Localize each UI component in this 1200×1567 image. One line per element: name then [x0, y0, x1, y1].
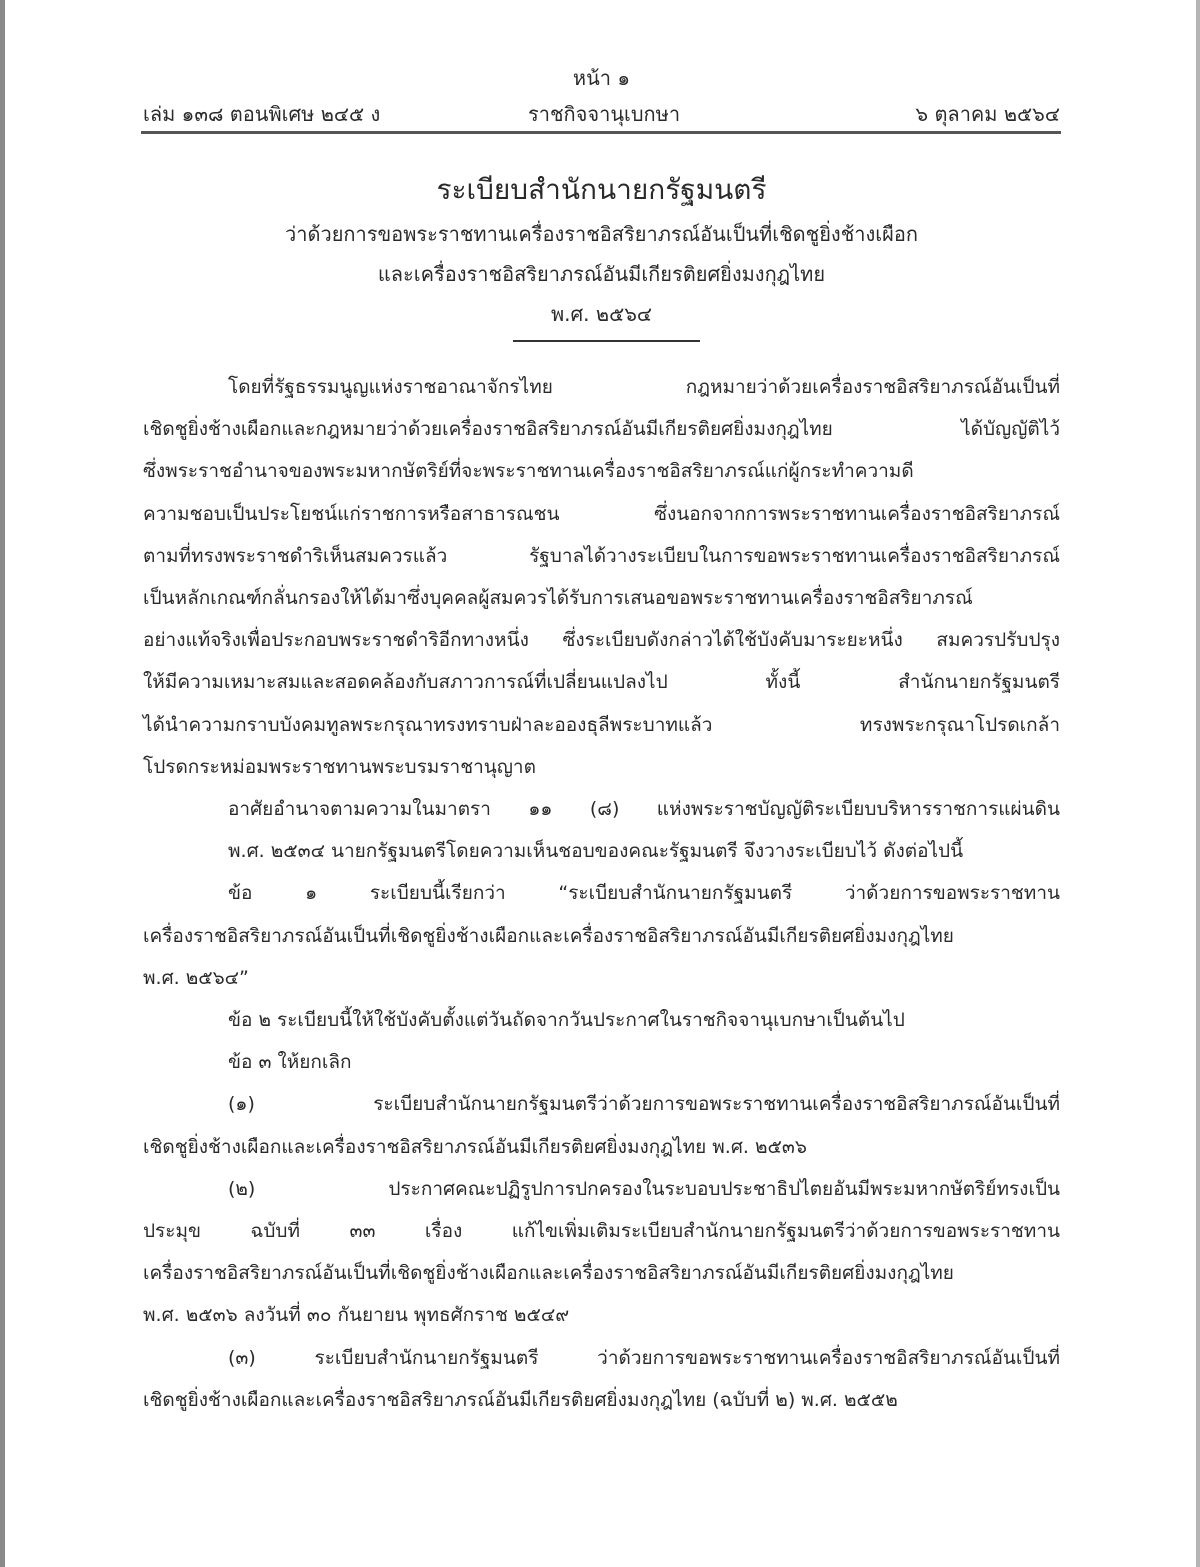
body-line: ให้มีความเหมาะสมและสอดคล้องกับสภาวการณ์ที่เปลี่ยนแปลงไป ทั้งนี้ สำนักนายกรัฐมนตรี	[143, 671, 1060, 694]
body-line: ข้อ ๒ ระเบียบนี้ให้ใช้บังคับตั้งแต่วันถัดจากวันประกาศในราชกิจจานุเบกษาเป็นต้นไป	[228, 1009, 905, 1031]
subtitle-line-2: และเครื่องราชอิสริยาภรณ์อันมีเกียรติยศยิ่งมงกุฎไทย	[377, 262, 826, 286]
viewer-right-edge	[1196, 0, 1200, 1567]
publication-date: ๖ ตุลาคม ๒๕๖๔	[915, 102, 1060, 126]
body-line: (๒) ประกาศคณะปฏิรูปการปกครองในระบอบประชาธิปไตยอันมีพระมหากษัตริย์ทรงเป็น	[228, 1177, 1060, 1200]
body-line: ข้อ ๑ ระเบียบนี้เรียกว่า “ระเบียบสำนักนายกรัฐมนตรี ว่าด้วยการขอพระราชทาน	[228, 882, 1060, 905]
body-line: เชิดชูยิ่งช้างเผือกและกฎหมายว่าด้วยเครื่องราชอิสริยาภรณ์อันมีเกียรติยศยิ่งมงกุฎไทย ได้บัญญัติไว้	[143, 418, 1060, 441]
body-line: (๓) ระเบียบสำนักนายกรัฐมนตรี ว่าด้วยการขอพระราชทานเครื่องราชอิสริยาภรณ์อันเป็นที่	[228, 1346, 1060, 1369]
header-rule	[141, 131, 1061, 134]
title-rule	[513, 340, 700, 342]
body-line: เครื่องราชอิสริยาภรณ์อันเป็นที่เชิดชูยิ่งช้างเผือกและเครื่องราชอิสริยาภรณ์อันมีเกียรติยศยิ่งมงกุฎไทย	[143, 924, 954, 947]
body-line: ตามที่ทรงพระราชดำริเห็นสมควรแล้ว รัฐบาลได้วางระเบียบในการขอพระราชทานเครื่องราชอิสริยาภรณ์	[143, 544, 1060, 567]
body-line: โปรดกระหม่อมพระราชทานพระบรมราชานุญาต	[143, 755, 536, 778]
body-line: โดยที่รัฐธรรมนูญแห่งราชอาณาจักรไทย กฎหมายว่าด้วยเครื่องราชอิสริยาภรณ์อันเป็นที่	[228, 376, 1060, 398]
gazette-name: ราชกิจจานุเบกษา	[528, 102, 681, 126]
body-line: ความชอบเป็นประโยชน์แก่ราชการหรือสาธารณชน ซึ่งนอกจากการพระราชทานเครื่องราชอิสริยาภรณ์	[143, 502, 1060, 525]
subtitle-line-1: ว่าด้วยการขอพระราชทานเครื่องราชอิสริยาภรณ์อันเป็นที่เชิดชูยิ่งช้างเผือก	[285, 222, 918, 246]
body-line: เชิดชูยิ่งช้างเผือกและเครื่องราชอิสริยาภรณ์อันมีเกียรติยศยิ่งมงกุฎไทย (ฉบับที่ ๒) พ.ศ. ๒๕๕๒	[143, 1388, 898, 1411]
body-line: เครื่องราชอิสริยาภรณ์อันเป็นที่เชิดชูยิ่งช้างเผือกและเครื่องราชอิสริยาภรณ์อันมีเกียรติยศยิ่งมงกุฎไทย	[143, 1262, 954, 1285]
body-line: ข้อ ๓ ให้ยกเลิก	[228, 1051, 352, 1074]
body-line: พ.ศ. ๒๕๓๔ นายกรัฐมนตรีโดยความเห็นชอบของคณะรัฐมนตรี จึงวางระเบียบไว้ ดังต่อไปนี้	[228, 840, 964, 863]
document-year: พ.ศ. ๒๕๖๔	[550, 302, 653, 326]
body-line: เชิดชูยิ่งช้างเผือกและเครื่องราชอิสริยาภรณ์อันมีเกียรติยศยิ่งมงกุฎไทย พ.ศ. ๒๕๓๖	[143, 1135, 807, 1158]
body-line: พ.ศ. ๒๕๖๔”	[143, 966, 249, 989]
page-number: หน้า ๑	[572, 66, 631, 90]
body-line: ซึ่งพระราชอำนาจของพระมหากษัตริย์ที่จะพระราชทานเครื่องราชอิสริยาภรณ์แก่ผู้กระทำความดี	[143, 460, 914, 483]
gazette-header	[143, 98, 1060, 126]
body-line: อย่างแท้จริงเพื่อประกอบพระราชดำริอีกทางหนึ่ง ซึ่งระเบียบดังกล่าวได้ใช้บังคับมาระยะหนึ่ง สมควรปรับปรุง	[143, 629, 1060, 652]
document-title: ระเบียบสำนักนายกรัฐมนตรี	[436, 173, 767, 206]
body-line: เป็นหลักเกณฑ์กลั่นกรองให้ได้มาซึ่งบุคคลผู้สมควรได้รับการเสนอขอพระราชทานเครื่องราชอิสริยาภรณ์	[143, 587, 973, 609]
volume-info: เล่ม ๑๓๘ ตอนพิเศษ ๒๔๕ ง	[143, 102, 381, 126]
body-line: ได้นำความกราบบังคมทูลพระกรุณาทรงทราบฝ่าละอองธุลีพระบาทแล้ว ทรงพระกรุณาโปรดเกล้า	[143, 713, 1060, 736]
body-line: (๑) ระเบียบสำนักนายกรัฐมนตรีว่าด้วยการขอพระราชทานเครื่องราชอิสริยาภรณ์อันเป็นที่	[228, 1093, 1060, 1116]
viewer-left-edge	[0, 0, 5, 1567]
body-line: พ.ศ. ๒๕๓๖ ลงวันที่ ๓๐ กันยายน พุทธศักราช ๒๕๔๙	[143, 1304, 570, 1327]
body-line: ประมุข ฉบับที่ ๓๓ เรื่อง แก้ไขเพิ่มเติมระเบียบสำนักนายกรัฐมนตรีว่าด้วยการขอพระราชทาน	[143, 1220, 1060, 1242]
body-line: อาศัยอำนาจตามความในมาตรา ๑๑ (๘) แห่งพระราชบัญญัติระเบียบบริหารราชการแผ่นดิน	[228, 798, 1060, 820]
